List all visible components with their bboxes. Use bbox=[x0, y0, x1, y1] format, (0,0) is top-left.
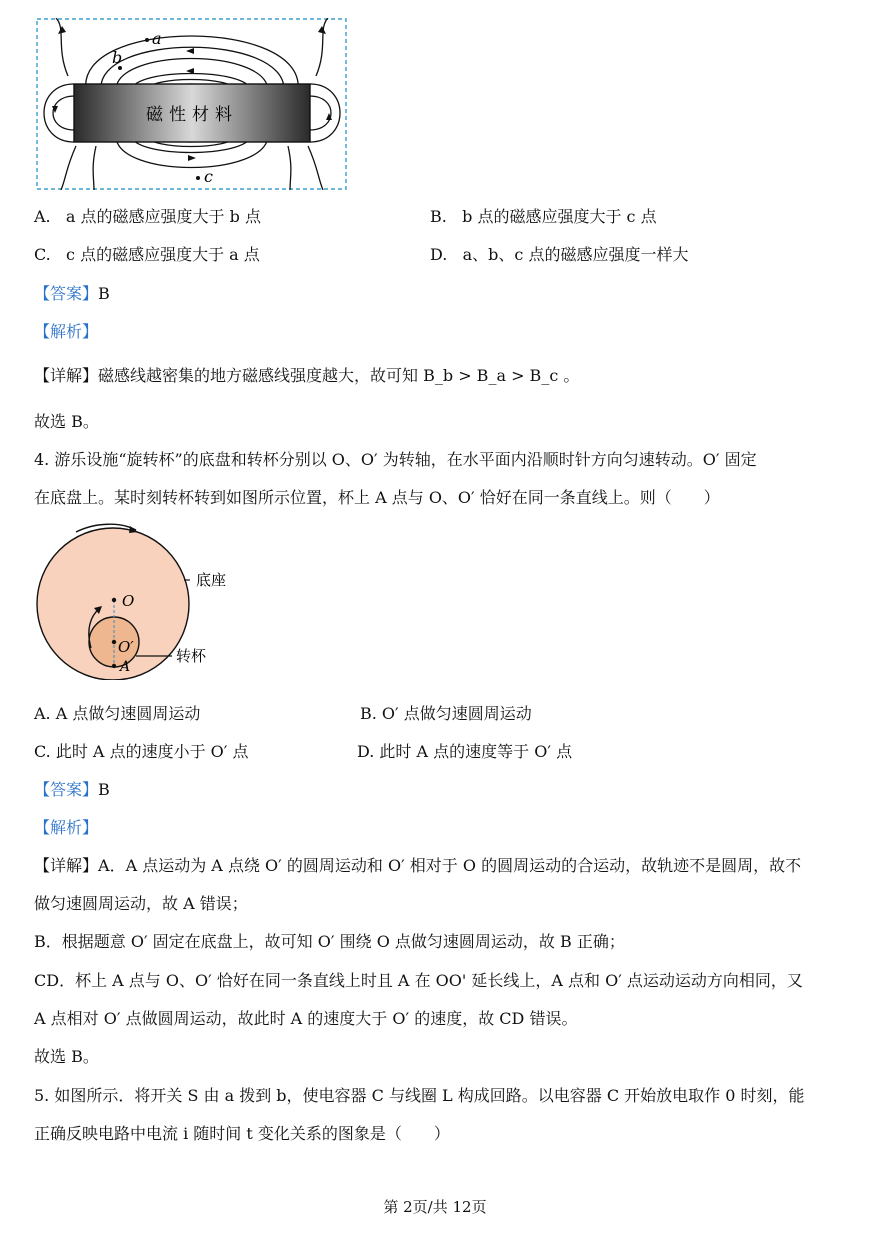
q4-option-a[interactable]: A. A 点做匀速圆周运动 bbox=[34, 704, 201, 723]
option-text: a、b、c 点的磁感应强度一样大 bbox=[462, 245, 689, 264]
q3-analysis-tag: 【解析】 bbox=[34, 322, 99, 341]
option-letter: A. bbox=[34, 207, 51, 226]
q3-detail bbox=[34, 363, 579, 386]
q4-analysis-tag: 【解析】 bbox=[34, 818, 99, 837]
q3-option-d[interactable] bbox=[430, 242, 688, 265]
q3-option-c[interactable] bbox=[34, 242, 260, 265]
q4-stem-line1: 4. 游乐设施“旋转杯”的底盘和转杯分别以 O、O′ 为转轴，在水平面内沿顺时针方向匀速转动。O′ 固定 bbox=[34, 450, 757, 469]
point-a-label: a bbox=[152, 29, 162, 48]
option-text: c 点的磁感应强度大于 a 点 bbox=[66, 245, 260, 264]
q4-stem-line2: 在底盘上。某时刻转杯转到如图所示位置，杯上 A 点与 O、O′ 恰好在同一条直线上。则（ ） bbox=[34, 488, 720, 507]
answer-tag: 【答案】 bbox=[34, 780, 99, 799]
rotating-cup-figure bbox=[36, 520, 246, 680]
q4-option-d[interactable]: D. 此时 A 点的速度等于 O′ 点 bbox=[357, 742, 573, 761]
option-letter: C. bbox=[34, 245, 51, 264]
answer-value: B bbox=[98, 780, 110, 799]
material-label: 磁性材料 bbox=[146, 105, 238, 125]
magnetic-field-figure bbox=[36, 18, 348, 190]
q3-option-a[interactable] bbox=[34, 204, 261, 227]
answer-tag: 【答案】 bbox=[34, 284, 99, 303]
label-O-prime: O′ bbox=[118, 638, 134, 656]
q4-conclusion: 故选 B。 bbox=[34, 1047, 99, 1066]
option-text: b 点的磁感应强度大于 c 点 bbox=[462, 207, 657, 226]
point-c-label: c bbox=[204, 167, 213, 186]
option-text: a 点的磁感应强度大于 b 点 bbox=[65, 207, 261, 226]
rotating-cup-diagram bbox=[36, 520, 246, 680]
q4-detail-line5: A 点相对 O′ 点做圆周运动，故此时 A 的速度大于 O′ 的速度，故 CD 错误。 bbox=[34, 1009, 578, 1028]
label-O: O bbox=[122, 592, 135, 610]
q4-detail-line1 bbox=[34, 853, 801, 876]
q4-option-c[interactable]: C. 此时 A 点的速度小于 O′ 点 bbox=[34, 742, 249, 761]
q5-stem-line2: 正确反映电路中电流 i 随时间 t 变化关系的图象是（ ） bbox=[34, 1124, 450, 1143]
q3-conclusion: 故选 B。 bbox=[34, 412, 99, 431]
option-letter: D. bbox=[430, 245, 448, 264]
q5-stem-line1: 5. 如图所示．将开关 S 由 a 拨到 b，使电容器 C 与线圈 L 构成回路。以电容器 C 开始放电取作 0 时刻，能 bbox=[34, 1086, 805, 1105]
label-A: A bbox=[120, 659, 131, 675]
label-base: 底座 bbox=[196, 571, 227, 589]
detail-tag: 【详解】 bbox=[34, 856, 99, 875]
q3-option-b[interactable] bbox=[430, 204, 657, 227]
option-letter: B. bbox=[430, 207, 447, 226]
detail-text: A．A 点运动为 A 点绕 O′ 的圆周运动和 O′ 相对于 O 的圆周运动的合运动，故轨迹不是圆周，故不 bbox=[98, 856, 802, 875]
q4-detail-line2: 做匀速圆周运动，故 A 错误； bbox=[34, 894, 248, 913]
q4-detail-line3: B．根据题意 O′ 固定在底盘上，故可知 O′ 围绕 O 点做匀速圆周运动，故 B 正确； bbox=[34, 932, 625, 951]
detail-tag: 【详解】 bbox=[34, 366, 99, 385]
detail-text: 磁感线越密集的地方磁感线强度越大，故可知 B_b > B_a > B_c 。 bbox=[98, 366, 580, 385]
q4-option-b[interactable]: B. O′ 点做匀速圆周运动 bbox=[360, 704, 532, 723]
q4-answer bbox=[34, 777, 110, 800]
page-footer: 第 2页/共 12页 bbox=[383, 1198, 487, 1216]
field-lines-diagram bbox=[36, 18, 348, 190]
answer-value: B bbox=[98, 284, 110, 303]
q3-answer bbox=[34, 281, 110, 304]
label-cup: 转杯 bbox=[176, 647, 207, 665]
q4-detail-line4: CD．杯上 A 点与 O、O′ 恰好在同一条直线上时且 A 在 OO' 延长线上，A 点和 O′ 点运动运动方向相同，又 bbox=[34, 971, 803, 990]
point-b-label: b bbox=[112, 48, 123, 67]
